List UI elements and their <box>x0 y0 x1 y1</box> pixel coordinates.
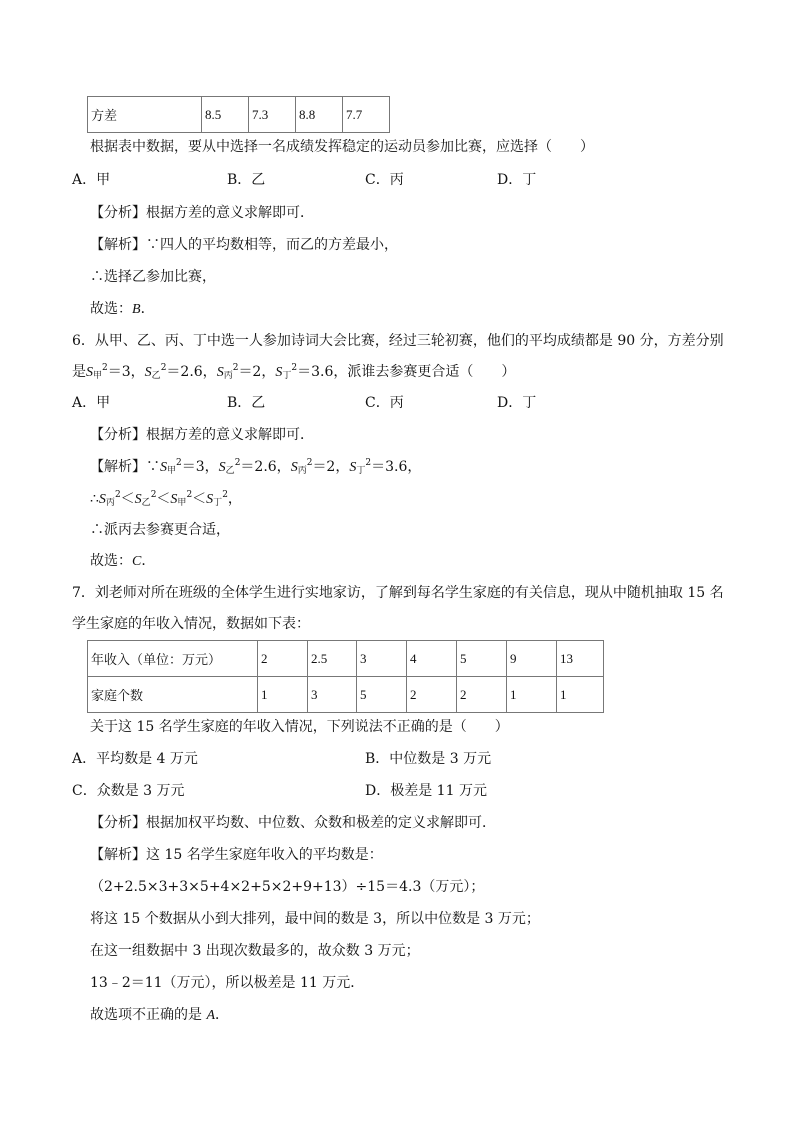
variance-symbol: S <box>206 492 214 507</box>
q6-option-d: D．丁 <box>497 395 537 411</box>
q5-option-a: A．甲 <box>72 172 111 188</box>
stem-text: 是 <box>72 364 86 380</box>
q5-solution <box>90 235 398 255</box>
table-cell: 4 <box>407 641 457 677</box>
less-than-sign: ＜ <box>120 491 135 507</box>
table-cell: 5 <box>357 677 407 713</box>
superscript: 2 <box>160 363 167 373</box>
solution-text: ∴ <box>90 491 99 507</box>
superscript: 2 <box>114 490 121 500</box>
q7-option-a: A．平均数是 4 万元 <box>72 751 198 767</box>
solution-text: ＝3， <box>181 459 219 475</box>
table-row-label: 家庭个数 <box>88 677 258 713</box>
q7-stem-line-2: 学生家庭的年收入情况，数据如下表： <box>72 616 310 632</box>
q7-stem-line-1: 7．刘老师对所在班级的全体学生进行实地家访，了解到每名学生家庭的有关信息，现从中随机抽取 15 名 <box>72 585 724 601</box>
q7-solution-line-5: 13﹣2＝11（万元），所以极差是 11 万元． <box>90 975 365 991</box>
table-row <box>88 641 604 677</box>
analysis-tag: 【分析】 <box>90 815 146 831</box>
answer-letter: A <box>206 1008 216 1023</box>
stem-text: ＝2， <box>238 364 276 380</box>
solution-tag: 【解析】 <box>90 459 146 475</box>
q7-answer <box>90 1005 229 1026</box>
superscript: 2 <box>186 490 193 500</box>
variance-symbol: S <box>86 365 93 380</box>
table-cell: 9 <box>507 641 557 677</box>
variance-symbol: S <box>160 460 167 475</box>
variance-symbol: S <box>144 365 152 380</box>
table-cell: 3 <box>357 641 407 677</box>
answer-prefix: 故选： <box>90 553 132 569</box>
variance-symbol: S <box>98 492 106 507</box>
q7-option-c: C．众数是 3 万元 <box>72 783 185 799</box>
q7-solution-line-3: 将这 15 个数据从小到大排列，最中间的数是 3，所以中位数是 3 万元； <box>90 911 540 927</box>
variance-symbol: S <box>218 460 226 475</box>
variance-symbol: S <box>134 492 142 507</box>
answer-prefix: 故选项不正确的是 <box>90 1007 207 1023</box>
analysis-tag: 【分析】 <box>90 205 146 221</box>
solution-tag: 【解析】 <box>90 847 146 863</box>
analysis-text: 根据加权平均数、中位数、众数和极差的定义求解即可． <box>146 815 496 831</box>
q6-option-c: C．丙 <box>365 395 404 411</box>
income-table <box>87 640 604 713</box>
table-cell: 2 <box>258 641 308 677</box>
solution-text: ∵四人的平均数相等，而乙的方差最小， <box>146 237 398 253</box>
analysis-text: 根据方差的意义求解即可． <box>146 205 314 221</box>
subscript: 甲 <box>167 466 177 476</box>
table-cell: 3 <box>308 677 357 713</box>
solution-text: ∵ <box>146 459 160 475</box>
table-cell: 13 <box>557 641 604 677</box>
q5-option-c: C．丙 <box>365 172 404 188</box>
superscript: 2 <box>176 458 182 468</box>
answer-prefix: 故选： <box>90 301 132 317</box>
table-row-label: 方差 <box>88 97 202 133</box>
subscript: 丁 <box>356 466 366 476</box>
superscript: 2 <box>234 458 241 468</box>
answer-letter: C <box>132 554 142 569</box>
q6-analysis <box>90 425 314 445</box>
q5-stem: 根据表中数据，要从中选择一名成绩发挥稳定的运动员参加比赛，应选择（ ） <box>90 139 594 155</box>
q6-solution <box>90 457 421 478</box>
q5-option-d: D．丁 <box>497 172 537 188</box>
table-cell: 2 <box>457 677 507 713</box>
q6-solution-line-3: ∴派丙去参赛更合适， <box>90 522 230 538</box>
subscript: 甲 <box>93 371 103 381</box>
superscript: 2 <box>150 490 157 500</box>
table-cell: 5 <box>457 641 507 677</box>
answer-suffix: ． <box>140 301 155 317</box>
variance-symbol: S <box>290 460 298 475</box>
solution-text: ＝2， <box>312 459 350 475</box>
solution-text: ＝2.6， <box>240 459 291 475</box>
q5-analysis <box>90 203 314 223</box>
table-cell: 8.8 <box>296 97 343 133</box>
q5-solution-line-2: ∴选择乙参加比赛， <box>90 269 216 285</box>
q6-option-b: B．乙 <box>227 395 266 411</box>
variance-symbol: S <box>170 492 178 507</box>
answer-suffix: ． <box>141 553 156 569</box>
table-cell: 8.5 <box>202 97 249 133</box>
q7-analysis <box>90 813 496 833</box>
superscript: 2 <box>306 458 313 468</box>
table-cell: 2.5 <box>308 641 357 677</box>
subscript: 乙 <box>151 371 161 381</box>
subscript: 丁 <box>213 498 223 508</box>
q7-question: 关于这 15 名学生家庭的年收入情况，下列说法不正确的是（ ） <box>90 719 509 735</box>
q6-stem-line-1: 6．从甲、乙、丙、丁中选一人参加诗词大会比赛，经过三轮初赛，他们的平均成绩都是 90 分，方差分别 <box>72 333 724 349</box>
table-row-label: 年收入（单位：万元） <box>88 641 258 677</box>
answer-letter: B <box>132 302 141 317</box>
analysis-tag: 【分析】 <box>90 427 146 443</box>
q7-solution <box>90 845 383 865</box>
superscript: 2 <box>232 363 239 373</box>
q6-stem-line-2 <box>72 362 515 383</box>
q6-answer <box>90 551 155 572</box>
stem-text: ＝2.6， <box>166 364 217 380</box>
less-than-sign: ＜ <box>192 491 207 507</box>
solution-text: ， <box>227 491 242 507</box>
q5-answer <box>90 299 155 320</box>
stem-text: ＝3.6，派谁去参赛更合适（ ） <box>297 364 516 380</box>
variance-symbol: S <box>349 460 357 475</box>
table-cell: 1 <box>258 677 308 713</box>
subscript: 甲 <box>177 498 187 508</box>
stem-text: ＝3， <box>107 364 145 380</box>
subscript: 丁 <box>282 371 292 381</box>
q7-option-b: B．中位数是 3 万元 <box>365 751 492 767</box>
subscript: 丙 <box>223 371 233 381</box>
solution-tag: 【解析】 <box>90 237 146 253</box>
q7-option-d: D．极差是 11 万元 <box>365 783 487 799</box>
table-cell: 7.3 <box>249 97 296 133</box>
table-cell: 7.7 <box>343 97 390 133</box>
q6-option-a: A．甲 <box>72 395 111 411</box>
less-than-sign: ＜ <box>156 491 171 507</box>
superscript: 2 <box>365 458 372 468</box>
table-cell: 1 <box>507 677 557 713</box>
q6-solution-line-2 <box>90 489 242 510</box>
table-row <box>88 677 604 713</box>
table-cell: 2 <box>407 677 457 713</box>
table-cell: 1 <box>557 677 604 713</box>
q7-solution-line-2: （2+2.5×3+3×5+4×2+5×2+9+13）÷15＝4.3（万元）； <box>90 879 485 895</box>
subscript: 乙 <box>141 498 151 508</box>
answer-suffix: ． <box>215 1007 230 1023</box>
q7-solution-line-4: 在这一组数据中 3 出现次数最多的，故众数 3 万元； <box>90 943 420 959</box>
subscript: 丙 <box>105 498 115 508</box>
superscript: 2 <box>102 363 108 373</box>
subscript: 丙 <box>297 466 307 476</box>
solution-text: ＝3.6， <box>371 459 422 475</box>
analysis-text: 根据方差的意义求解即可． <box>146 427 314 443</box>
superscript: 2 <box>291 363 298 373</box>
variance-table <box>87 96 390 133</box>
table-row <box>88 97 390 133</box>
variance-symbol: S <box>216 365 224 380</box>
q5-option-b: B．乙 <box>227 172 266 188</box>
subscript: 乙 <box>225 466 235 476</box>
solution-text: 这 15 名学生家庭年收入的平均数是： <box>146 847 383 863</box>
variance-symbol: S <box>275 365 283 380</box>
superscript: 2 <box>222 490 228 500</box>
